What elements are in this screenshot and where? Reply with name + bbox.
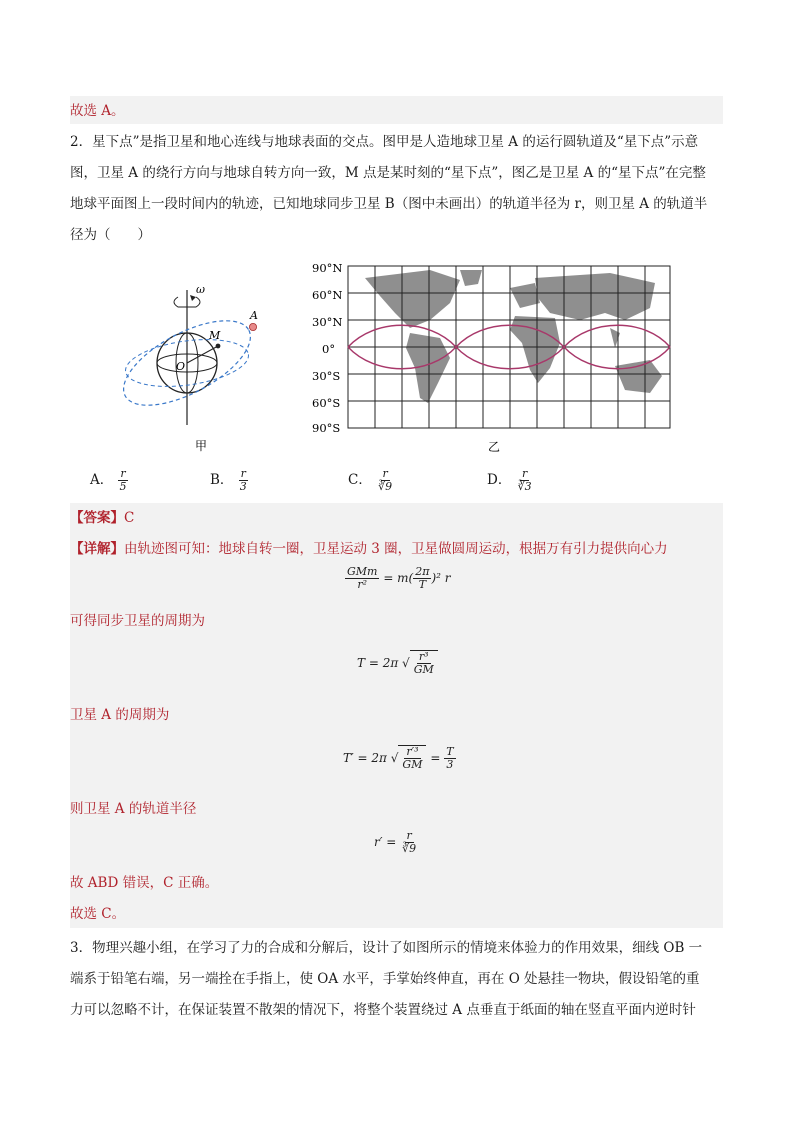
- q3-line-1: 3．物理兴趣小组，在学习了力的合成和分解后，设计了如图所示的情境来体验力的作用效果，细线 OB 一: [70, 940, 703, 956]
- formula-num: r³: [418, 650, 429, 663]
- figure-yi-caption: 乙: [488, 440, 501, 454]
- formula-lhs: T′ = 2π: [343, 751, 387, 765]
- answer-tag: 【答案】: [70, 510, 124, 526]
- answer-value: C: [124, 510, 135, 526]
- option-a[interactable]: [90, 468, 129, 493]
- formula-den: ∛9: [402, 842, 417, 855]
- option-num: r: [240, 467, 246, 480]
- option-letter: A．: [90, 472, 114, 488]
- q2-line-1: 2．星下点”是指卫星和地心连线与地球表面的交点。图甲是人造地球卫星 A 的运行圆轨道及“星下点”示意: [70, 134, 699, 150]
- figure-jia-caption: 甲: [195, 439, 208, 453]
- detail-line-3: 卫星 A 的周期为: [70, 707, 170, 723]
- lat-label: 60°N: [312, 288, 343, 302]
- formula-a-radius: [374, 830, 418, 855]
- answer-line: [70, 508, 134, 528]
- lat-label: 30°N: [312, 315, 343, 329]
- point-m-label: M: [209, 329, 221, 342]
- figure-yi: [310, 258, 680, 458]
- figure-jia: [110, 275, 280, 460]
- q3-line-2: 端系于铅笔右端，另一端拴在手指上，使 OA 水平，手掌始终伸直，再在 O 处悬挂一物块，假设铅笔的重: [70, 971, 700, 987]
- detail-text: 由轨迹图可知：地球自转一圈，卫星运动 3 圈，卫星做圆周运动，根据万有引力提供向心力: [124, 541, 668, 557]
- q2-line-2: 图，卫星 A 的绕行方向与地球自转方向一致，M 点是某时刻的“星下点”，图乙是卫星 A 的“星下点”在完整: [70, 165, 706, 181]
- formula-den: r²: [357, 578, 368, 591]
- formula-den: GM: [402, 758, 423, 771]
- formula-num: r′³: [406, 745, 419, 758]
- lat-label: 90°N: [312, 261, 343, 275]
- formula-lhs: T = 2π: [357, 656, 399, 670]
- detail-line-1: [70, 539, 668, 559]
- point-o-label: O: [176, 360, 186, 373]
- option-den: 5: [119, 480, 127, 493]
- option-num: r: [120, 467, 126, 480]
- formula-den: 3: [446, 758, 454, 771]
- lat-label: 30°S: [312, 369, 341, 383]
- option-d[interactable]: [487, 468, 534, 493]
- lat-label: 0°: [322, 342, 336, 356]
- q2-line-4: 径为（ ）: [70, 227, 151, 243]
- formula-num: T: [446, 745, 454, 758]
- lat-label: 60°S: [312, 396, 341, 410]
- option-letter: B．: [210, 472, 234, 488]
- formula-num: 2π: [415, 565, 430, 578]
- formula-den: T: [418, 578, 427, 591]
- option-b[interactable]: [210, 468, 249, 493]
- point-a-label: A: [250, 309, 258, 322]
- formula-gravitation: [345, 566, 451, 591]
- omega-label: ω: [196, 283, 205, 296]
- detail-tag: 【详解】: [70, 541, 124, 557]
- formula-num: r: [406, 829, 412, 842]
- lat-label: 90°S: [312, 421, 341, 435]
- option-letter: D．: [487, 472, 512, 488]
- q2-line-3: 地球平面图上一段时间内的轨迹，已知地球同步卫星 B（图中未画出）的轨道半径为 r，则卫星 A 的轨道半: [70, 196, 708, 212]
- option-num: r: [382, 467, 388, 480]
- option-letter: C．: [348, 472, 372, 488]
- formula-tail: )² r: [431, 571, 451, 585]
- formula-lhs: r′ =: [374, 835, 397, 849]
- option-den: ∛3: [517, 480, 532, 493]
- prev-conclusion: 故选 A。: [70, 103, 125, 119]
- option-num: r: [522, 467, 528, 480]
- option-c[interactable]: [348, 468, 394, 493]
- option-den: 3: [239, 480, 247, 493]
- highlight-band-prev: [70, 96, 723, 124]
- detail-line-6: 故选 C。: [70, 906, 126, 922]
- detail-line-5: 故 ABD 错误，C 正确。: [70, 875, 219, 891]
- formula-sync-period: T = 2π √ $\frac{\text{r³}}{GM}$: [357, 650, 438, 676]
- formula-a-period: T′ = 2π √ $\frac{\text{r′³}}{GM}$ = $\frac{T}{3}$: [343, 745, 454, 771]
- formula-den: GM: [413, 663, 434, 676]
- formula-mid: = m(: [383, 571, 414, 585]
- formula-eq: =: [430, 751, 441, 765]
- continents: [365, 270, 662, 403]
- detail-line-2: 可得同步卫星的周期为: [70, 613, 205, 629]
- detail-line-4: 则卫星 A 的轨道半径: [70, 801, 197, 817]
- formula-num: GMm: [347, 565, 378, 578]
- q3-line-3: 力可以忽略不计，在保证装置不散架的情况下，将整个装置绕过 A 点垂直于纸面的轴在竖直平面内逆时针: [70, 1002, 696, 1018]
- option-den: ∛9: [378, 480, 393, 493]
